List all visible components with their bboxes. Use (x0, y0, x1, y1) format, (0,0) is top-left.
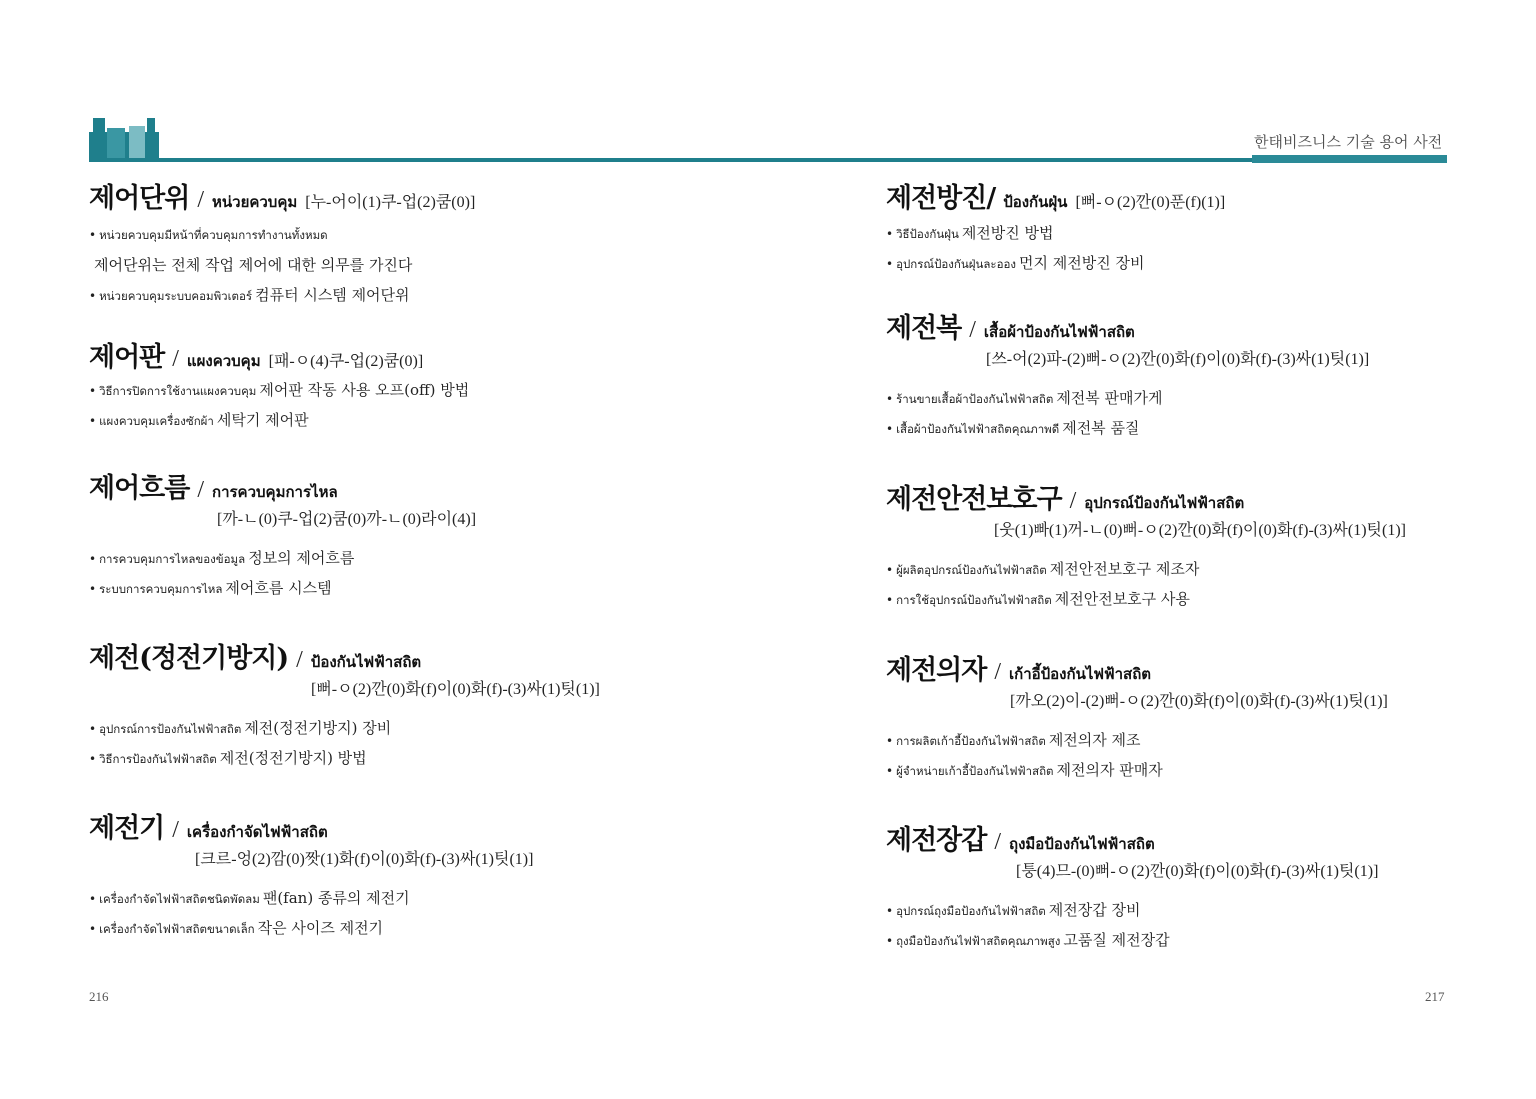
examples (89, 220, 769, 310)
bullet-icon: • (886, 227, 894, 241)
example-thai: แผงควบคุมเครื่องซักผ้า (99, 414, 214, 428)
example-line (886, 895, 1448, 925)
examples (886, 383, 1448, 443)
dictionary-entry (89, 466, 769, 603)
example-line (886, 925, 1448, 955)
example-korean: 제전안전보호구 제조자 (1049, 560, 1200, 578)
example-thai: หน่วยควบคุมมีหน้าที่ควบคุมการทำงานทั้งหมด (99, 228, 328, 242)
entry-thai: ถุงมือป้องกันไฟฟ้าสถิต (1009, 835, 1155, 853)
example-korean: 제전(정전기방지) 방법 (219, 749, 367, 767)
example-line (886, 725, 1448, 755)
example-line (89, 713, 769, 743)
example-korean: 제전의자 제조 (1048, 731, 1141, 749)
slash-divider: / (172, 346, 179, 372)
entry-headline (886, 477, 1448, 513)
example-thai: ผู้ผลิตอุปกรณ์ป้องกันไฟฟ้าสถิต (896, 563, 1047, 577)
bullet-icon: • (886, 734, 894, 748)
example-line (89, 405, 769, 435)
example-line (886, 755, 1448, 785)
example-korean: 세탁기 제어판 (216, 411, 309, 429)
bullet-icon: • (89, 228, 97, 242)
dictionary-entry (886, 818, 1448, 955)
example-line (89, 913, 769, 943)
entry-pronunciation: [까-ㄴ(0)쿠-업(2)쿰(0)까-ㄴ(0)라이(4)] (217, 511, 477, 528)
entry-thai: ป้องกันฝุ่น (1003, 193, 1068, 211)
example-thai: การควบคุมการไหลของข้อมูล (99, 552, 246, 566)
bullet-icon: • (89, 892, 97, 906)
slash-divider: / (994, 659, 1001, 685)
entry-headline (89, 335, 769, 371)
example-thai: อุปกรณ์ป้องกันฝุ่นละออง (896, 257, 1016, 271)
header-rule (89, 158, 1447, 162)
slash-divider: / (969, 317, 976, 343)
example-korean: 컴퓨터 시스템 제어단위 (255, 286, 410, 304)
example-korean: 제전복 품질 (1062, 419, 1140, 437)
entry-pronunciation: [누-어이(1)쿠-업(2)쿰(0)] (305, 194, 476, 211)
entry-term: 제전안전보호구 (886, 484, 1062, 515)
entry-term: 제어단위 (89, 183, 190, 214)
entry-term: 제어판 (89, 342, 165, 373)
entry-thai: เก้าอี้ป้องกันไฟฟ้าสถิต (1009, 665, 1152, 683)
entry-thai: แผงควบคุม (186, 352, 261, 370)
examples (89, 713, 769, 773)
example-thai: การใช้อุปกรณ์ป้องกันไฟฟ้าสถิต (896, 593, 1052, 607)
example-korean: 제어단위는 전체 작업 제어에 대한 의무를 가진다 (94, 256, 413, 274)
entry-term: 제전기 (89, 813, 165, 844)
bullet-icon: • (89, 289, 97, 303)
entry-pronunciation: [웃(1)빠(1)꺼-ㄴ(0)뻐-ㅇ(2)깐(0)화(f)이(0)화(f)-(3)싸(1)팃(1)] (994, 522, 1406, 539)
slash-divider: / (1069, 488, 1077, 514)
dictionary-entry (886, 306, 1448, 443)
examples (89, 543, 769, 603)
entry-thai: การควบคุมการไหล (212, 483, 338, 501)
dictionary-entry (89, 636, 769, 773)
entry-term: 제어흐름 (89, 473, 190, 504)
entry-headline (886, 176, 1448, 212)
entry-headline (89, 176, 769, 212)
example-thai: วิธีการป้องกันไฟฟ้าสถิต (99, 752, 217, 766)
bullet-icon: • (89, 922, 97, 936)
example-thai: ผู้จำหน่ายเก้าอี้ป้องกันไฟฟ้าสถิต (896, 764, 1054, 778)
example-korean: 팬(fan) 종류의 제전기 (262, 889, 410, 907)
entry-pronunciation: [뻐-ㅇ(2)깐(0)푼(f)(1)] (1075, 194, 1226, 211)
examples (886, 554, 1448, 614)
example-thai: วิธีการปิดการใช้งานแผงควบคุม (99, 384, 257, 398)
example-line (886, 383, 1448, 413)
entry-headline (89, 806, 769, 842)
entry-pronunciation: [크르-엉(2)깜(0)짯(1)화(f)이(0)화(f)-(3)싸(1)팃(1)] (195, 851, 534, 868)
examples (89, 375, 769, 435)
dictionary-entry (89, 335, 769, 435)
bullet-icon: • (886, 593, 894, 607)
example-thai: ร้านขายเสื้อผ้าป้องกันไฟฟ้าสถิต (896, 392, 1054, 406)
slash-divider: / (172, 817, 179, 843)
bullet-icon: • (886, 563, 894, 577)
entry-pronunciation: [패-ㅇ(4)쿠-업(2)쿰(0)] (268, 353, 424, 370)
bullet-icon: • (886, 764, 894, 778)
example-korean: 고품질 제전장갑 (1063, 931, 1170, 949)
entry-headline (886, 648, 1448, 684)
entry-headline (89, 466, 769, 502)
example-line (89, 375, 769, 405)
example-line (886, 248, 1448, 278)
bullet-icon: • (89, 752, 97, 766)
entry-thai: หน่วยควบคุม (212, 193, 298, 211)
book-logo-icon (89, 118, 159, 160)
dictionary-entry (89, 176, 769, 310)
entry-pronunciation: [뻐-ㅇ(2)깐(0)화(f)이(0)화(f)-(3)싸(1)팃(1)] (311, 681, 600, 698)
bullet-icon: • (89, 414, 97, 428)
bullet-icon: • (886, 904, 894, 918)
example-thai: อุปกรณ์ถุงมือป้องกันไฟฟ้าสถิต (896, 904, 1046, 918)
example-korean: 작은 사이즈 제전기 (257, 919, 384, 937)
entry-term: 제전복 (886, 313, 962, 344)
example-korean: 제전장갑 장비 (1048, 901, 1141, 919)
example-line (89, 280, 769, 310)
bullet-icon: • (89, 582, 97, 596)
example-thai: เครื่องกำจัดไฟฟ้าสถิตชนิดพัดลม (99, 892, 260, 906)
bullet-icon: • (886, 934, 894, 948)
entry-term: 제전장갑 (886, 825, 987, 856)
dictionary-entry (886, 648, 1448, 785)
entry-headline (886, 818, 1448, 854)
bullet-icon: • (886, 422, 894, 436)
example-korean: 제전(정전기방지) 장비 (244, 719, 392, 737)
example-line (886, 218, 1448, 248)
entry-pronunciation: [까오(2)이-(2)뻐-ㅇ(2)깐(0)화(f)이(0)화(f)-(3)싸(1)팃(1)] (1010, 693, 1388, 710)
bullet-icon: • (89, 722, 97, 736)
example-thai: อุปกรณ์การป้องกันไฟฟ้าสถิต (99, 722, 242, 736)
entry-headline (89, 636, 769, 672)
entry-pronunciation: [쓰-어(2)파-(2)뻐-ㅇ(2)깐(0)화(f)이(0)화(f)-(3)싸(1)팃(1)] (986, 351, 1370, 368)
bullet-icon: • (886, 257, 894, 271)
book-title: 한태비즈니스 기술 용어 사전 (1254, 133, 1443, 151)
example-line (89, 573, 769, 603)
examples (886, 218, 1448, 278)
bullet-icon: • (89, 384, 97, 398)
example-line (886, 554, 1448, 584)
example-korean: 제전의자 판매자 (1056, 761, 1163, 779)
slash-divider: / (994, 829, 1001, 855)
example-thai: เสื้อผ้าป้องกันไฟฟ้าสถิตคุณภาพดี (896, 422, 1060, 436)
example-line (89, 883, 769, 913)
examples (886, 725, 1448, 785)
examples (89, 883, 769, 943)
example-line (886, 413, 1448, 443)
bullet-icon: • (886, 392, 894, 406)
example-thai: การผลิตเก้าอี้ป้องกันไฟฟ้าสถิต (896, 734, 1046, 748)
example-thai: ระบบการควบคุมการไหล (99, 582, 223, 596)
example-line (89, 543, 769, 573)
header-tab (1252, 155, 1447, 163)
dictionary-entry (89, 806, 769, 943)
page-number-left: 216 (89, 989, 109, 1004)
example-korean: 정보의 제어흐름 (248, 549, 355, 567)
example-line (89, 743, 769, 773)
entry-term: 제전방진/ (886, 183, 996, 214)
example-thai: ถุงมือป้องกันไฟฟ้าสถิตคุณภาพสูง (896, 934, 1061, 948)
dictionary-entry (886, 176, 1448, 278)
slash-divider: / (197, 187, 204, 213)
example-line (886, 584, 1448, 614)
example-korean: 제어판 작동 사용 오프(off) 방법 (259, 381, 470, 399)
example-korean: 먼지 제전방진 장비 (1019, 254, 1145, 272)
example-korean: 제전복 판매가게 (1056, 389, 1163, 407)
dictionary-entry (886, 477, 1448, 614)
example-thai: เครื่องกำจัดไฟฟ้าสถิตขนาดเล็ก (99, 922, 255, 936)
example-thai: หน่วยควบคุมระบบคอมพิวเตอร์ (99, 289, 253, 303)
page-number-right: 217 (1425, 989, 1445, 1004)
entry-thai: อุปกรณ์ป้องกันไฟฟ้าสถิต (1084, 494, 1245, 512)
example-line (89, 220, 769, 250)
entry-thai: เสื้อผ้าป้องกันไฟฟ้าสถิต (983, 323, 1135, 341)
entry-thai: เครื่องกำจัดไฟฟ้าสถิต (186, 823, 328, 841)
slash-divider: / (197, 477, 204, 503)
example-korean: 제전방진 방법 (961, 224, 1054, 242)
entry-term: 제전(정전기방지) (89, 643, 289, 674)
entry-headline (886, 306, 1448, 342)
slash-divider: / (296, 647, 303, 673)
example-korean: 제전안전보호구 사용 (1054, 590, 1190, 608)
example-korean: 제어흐름 시스템 (225, 579, 332, 597)
examples (886, 895, 1448, 955)
entry-pronunciation: [퉁(4)므-(0)뻐-ㅇ(2)깐(0)화(f)이(0)화(f)-(3)싸(1)팃(1)] (1016, 863, 1379, 880)
bullet-icon: • (89, 552, 97, 566)
example-thai: วิธีป้องกันฝุ่น (896, 227, 959, 241)
entry-term: 제전의자 (886, 655, 987, 686)
entry-thai: ป้องกันไฟฟ้าสถิต (310, 653, 422, 671)
